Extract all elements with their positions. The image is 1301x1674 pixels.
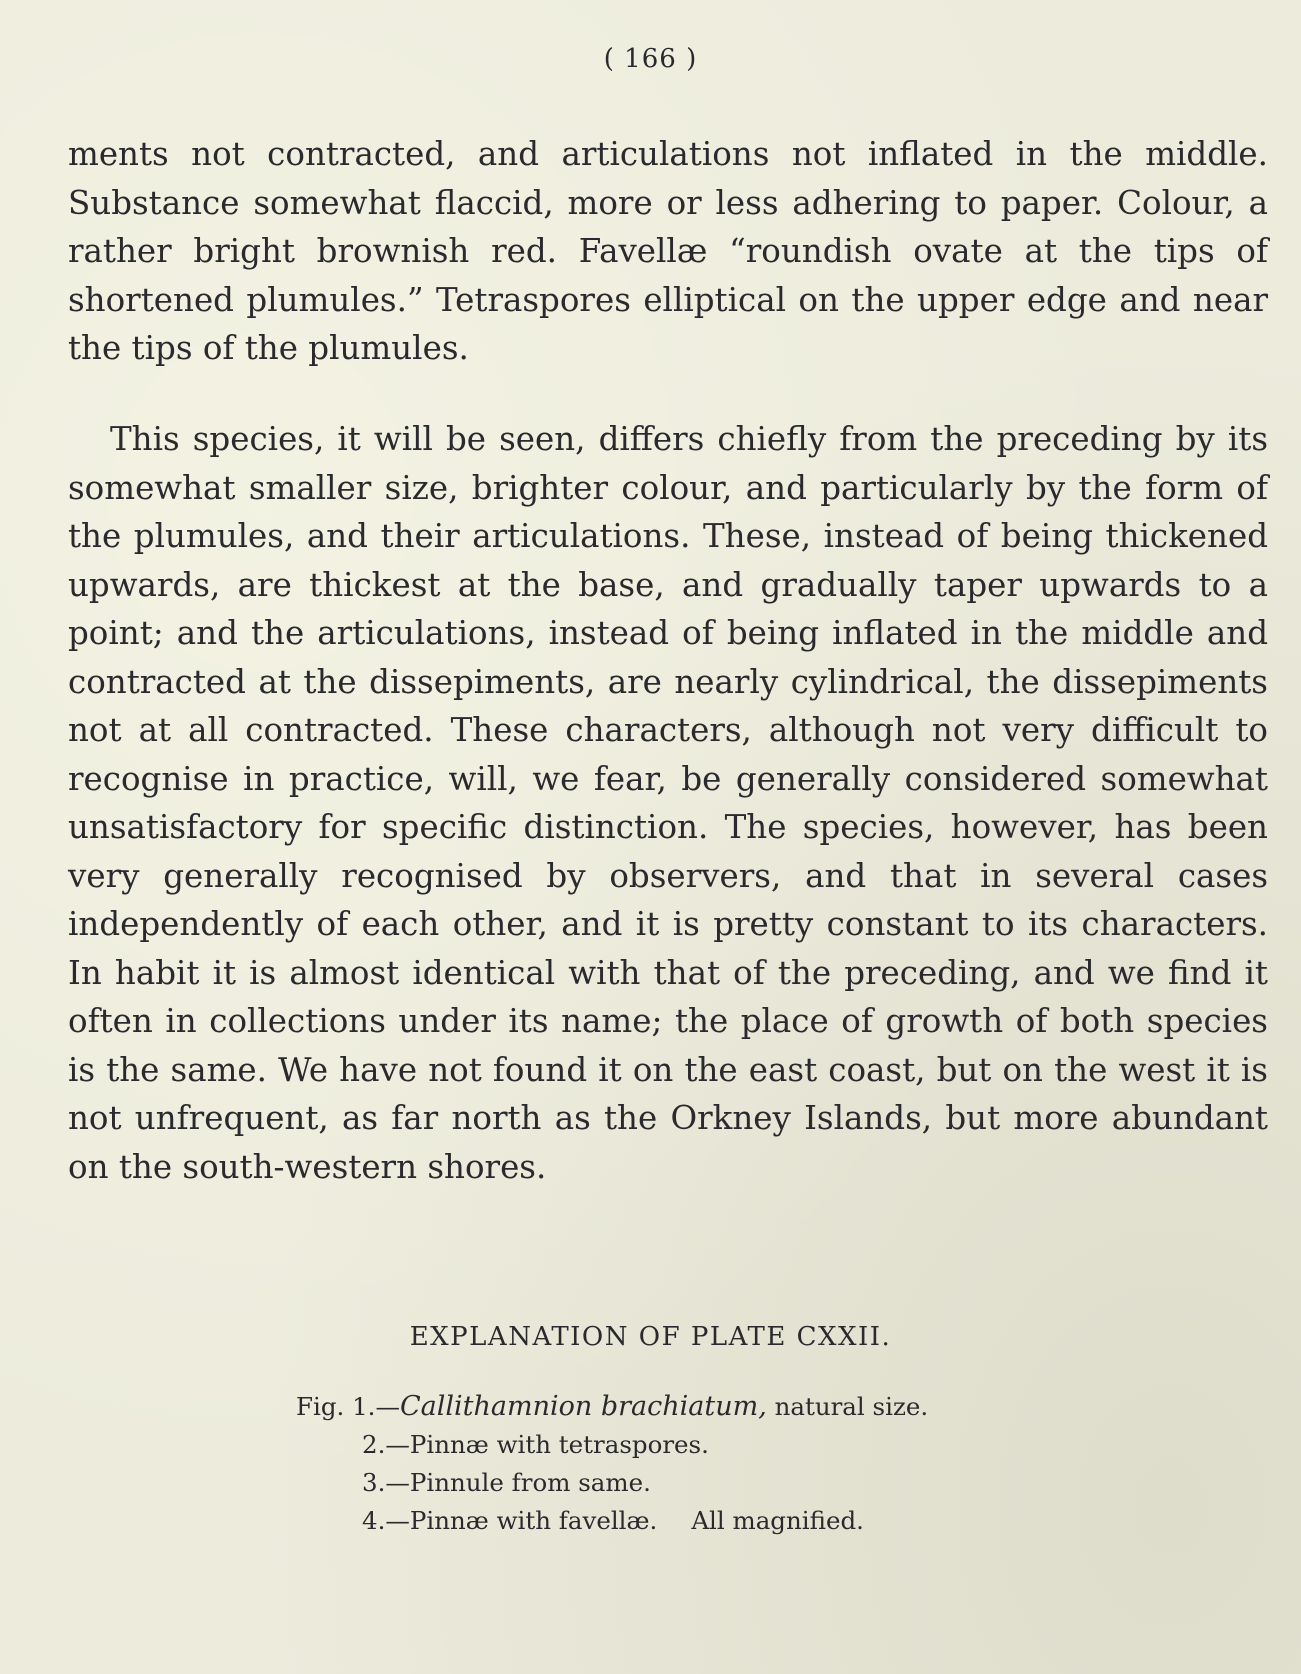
figure-dash: — — [385, 1430, 410, 1459]
figure-description: natural size. — [766, 1392, 929, 1421]
figure-number: 3. — [362, 1468, 386, 1497]
figure-note: All magnified. — [691, 1506, 864, 1535]
figure-description: Pinnæ with tetraspores. — [409, 1430, 709, 1459]
figure-item-1 — [296, 1388, 928, 1426]
figure-list — [296, 1388, 928, 1540]
figure-dash: — — [385, 1468, 410, 1497]
figure-number: Fig. 1. — [296, 1392, 376, 1421]
figure-number: 4. — [362, 1506, 386, 1535]
figure-dash: — — [375, 1392, 400, 1421]
figure-species-name: Callithamnion brachiatum, — [399, 1391, 767, 1422]
figure-description: Pinnæ with favellæ. — [409, 1506, 658, 1535]
figure-item-2 — [296, 1426, 928, 1464]
figure-description: Pinnule from same. — [409, 1468, 651, 1497]
figure-number: 2. — [362, 1430, 386, 1459]
paragraph-continuation: ments not contracted, and articulations not inflated in the middle. Substance somewhat flaccid, more or less adhering to paper. Colour, a rather bright brownish red. Favellæ “roundish ovate at the tips of shortened plumules.” Tetraspores elliptical on the upper edge and near the tips of the plumules. — [68, 135, 1268, 367]
figure-item-3 — [296, 1464, 928, 1502]
paragraph-species-discussion: This species, it will be seen, differs chiefly from the preceding by its somewhat smaller size, brighter colour, and particularly by the form of the plumules, and their articulations. These, instead of being thickened upwards, are thickest at the base, and gradually taper upwards to a point; and the articulations, instead of being inflated in the middle and contracted at the dissepiments, are nearly cylindrical, the dissepiments not at all contracted. These characters, although not very difficult to recognise in practice, will, we fear, be generally considered somewhat unsatisfactory for specific distinction. The species, however, has been very generally recognised by observers, and that in several cases independently of each other, and it is pretty constant to its characters. In habit it is almost identical with that of the preceding, and we find it often in collections under its name; the place of growth of both species is the same. We have not found it on the east coast, but on the west it is not unfrequent, as far north as the Orkney Islands, but more abundant on the south-western shores. — [68, 420, 1268, 1186]
figure-item-4 — [296, 1502, 928, 1540]
page-number: ( 166 ) — [603, 44, 698, 74]
figure-dash: — — [385, 1506, 410, 1535]
plate-explanation-title: EXPLANATION OF PLATE CXXII. — [409, 1322, 892, 1352]
